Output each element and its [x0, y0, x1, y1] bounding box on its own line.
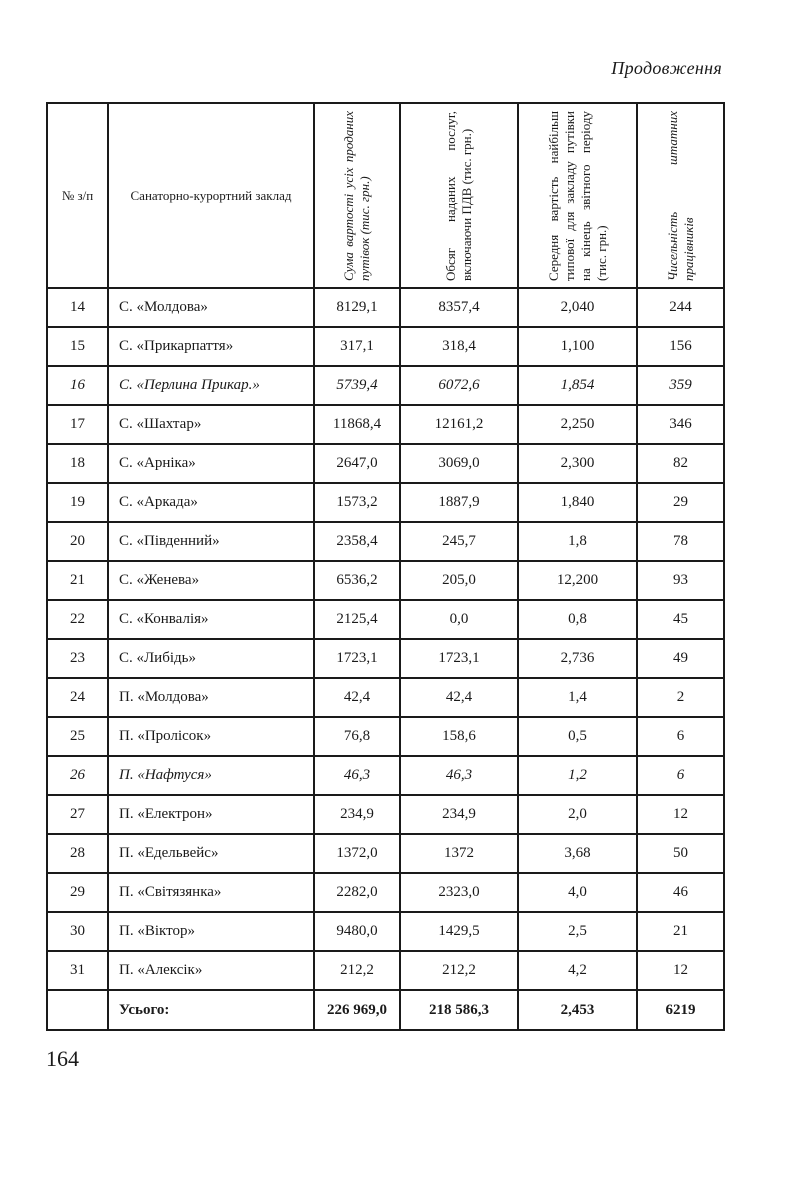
staff-cell: 46: [637, 873, 724, 912]
volume-cell: 2323,0: [400, 873, 518, 912]
total-sum: 226 969,0: [314, 990, 400, 1030]
sum-cell: 5739,4: [314, 366, 400, 405]
staff-cell: 78: [637, 522, 724, 561]
header-staff: [637, 103, 724, 288]
sanatorium-name: П. «Нафтуся»: [108, 756, 314, 795]
sanatorium-name: П. «Електрон»: [108, 795, 314, 834]
volume-cell: 3069,0: [400, 444, 518, 483]
sum-cell: 6536,2: [314, 561, 400, 600]
table-row: [47, 483, 724, 522]
staff-cell: 6: [637, 756, 724, 795]
table-row: [47, 327, 724, 366]
sanatorium-name: П. «Світязянка»: [108, 873, 314, 912]
sanatorium-name: С. «Женева»: [108, 561, 314, 600]
total-row: [47, 990, 724, 1030]
avg-cell: 4,0: [518, 873, 637, 912]
volume-cell: 212,2: [400, 951, 518, 990]
table-row: [47, 561, 724, 600]
sum-cell: 2358,4: [314, 522, 400, 561]
table-row: [47, 951, 724, 990]
table-row: [47, 756, 724, 795]
sanatorium-name: С. «Південний»: [108, 522, 314, 561]
sum-cell: 1372,0: [314, 834, 400, 873]
avg-cell: 4,2: [518, 951, 637, 990]
sum-cell: 212,2: [314, 951, 400, 990]
sum-cell: 317,1: [314, 327, 400, 366]
header-avg-text: Середня вартість найбільш типової для закладу путівки на кінець звітного періоду (тис. грн.): [545, 110, 609, 281]
volume-cell: 318,4: [400, 327, 518, 366]
avg-cell: 2,250: [518, 405, 637, 444]
avg-cell: 2,040: [518, 288, 637, 327]
volume-cell: 46,3: [400, 756, 518, 795]
header-volume-text: Обсяг наданих послуг, включаючи ПДВ (тис. грн.): [443, 110, 474, 281]
table-row: [47, 678, 724, 717]
table-row: [47, 873, 724, 912]
staff-cell: 2: [637, 678, 724, 717]
avg-cell: 1,854: [518, 366, 637, 405]
row-number: 17: [47, 405, 108, 444]
volume-cell: 205,0: [400, 561, 518, 600]
header-staff-text: Чисельність штатних працівників: [664, 110, 696, 281]
row-number: 21: [47, 561, 108, 600]
avg-cell: 2,5: [518, 912, 637, 951]
sanatorium-name: П. «Молдова»: [108, 678, 314, 717]
table-row: [47, 288, 724, 327]
volume-cell: 12161,2: [400, 405, 518, 444]
staff-cell: 21: [637, 912, 724, 951]
avg-cell: 12,200: [518, 561, 637, 600]
avg-cell: 3,68: [518, 834, 637, 873]
table-row: [47, 600, 724, 639]
avg-cell: 0,8: [518, 600, 637, 639]
header-volume: [400, 103, 518, 288]
staff-cell: 346: [637, 405, 724, 444]
volume-cell: 1372: [400, 834, 518, 873]
avg-cell: 1,2: [518, 756, 637, 795]
row-number: 16: [47, 366, 108, 405]
sanatorium-name: П. «Едельвейс»: [108, 834, 314, 873]
row-number: 23: [47, 639, 108, 678]
staff-cell: 156: [637, 327, 724, 366]
total-label: Усього:: [108, 990, 314, 1030]
row-number: 26: [47, 756, 108, 795]
sum-cell: 11868,4: [314, 405, 400, 444]
staff-cell: 93: [637, 561, 724, 600]
sanatorium-name: С. «Аркада»: [108, 483, 314, 522]
table-row: [47, 912, 724, 951]
sanatorium-name: С. «Шахтар»: [108, 405, 314, 444]
sum-cell: 76,8: [314, 717, 400, 756]
row-number: 24: [47, 678, 108, 717]
table-row: [47, 795, 724, 834]
row-number: 30: [47, 912, 108, 951]
sanatorium-name: С. «Либідь»: [108, 639, 314, 678]
volume-cell: 1429,5: [400, 912, 518, 951]
sum-cell: 2647,0: [314, 444, 400, 483]
staff-cell: 50: [637, 834, 724, 873]
row-number: 14: [47, 288, 108, 327]
row-number: 27: [47, 795, 108, 834]
volume-cell: 8357,4: [400, 288, 518, 327]
row-number: 20: [47, 522, 108, 561]
staff-cell: 82: [637, 444, 724, 483]
total-staff: 6219: [637, 990, 724, 1030]
volume-cell: 6072,6: [400, 366, 518, 405]
avg-cell: 1,4: [518, 678, 637, 717]
staff-cell: 12: [637, 795, 724, 834]
staff-cell: 359: [637, 366, 724, 405]
sum-cell: 2282,0: [314, 873, 400, 912]
total-number: [47, 990, 108, 1030]
avg-cell: 1,840: [518, 483, 637, 522]
volume-cell: 245,7: [400, 522, 518, 561]
sanatorium-name: С. «Арніка»: [108, 444, 314, 483]
row-number: 19: [47, 483, 108, 522]
header-sum: [314, 103, 400, 288]
volume-cell: 1723,1: [400, 639, 518, 678]
sanatorium-name: С. «Молдова»: [108, 288, 314, 327]
sum-cell: 234,9: [314, 795, 400, 834]
table-row: [47, 366, 724, 405]
header-row: [47, 103, 724, 288]
row-number: 25: [47, 717, 108, 756]
continuation-label: Продовження: [611, 58, 722, 78]
volume-cell: 234,9: [400, 795, 518, 834]
total-volume: 218 586,3: [400, 990, 518, 1030]
total-avg: 2,453: [518, 990, 637, 1030]
sum-cell: 46,3: [314, 756, 400, 795]
staff-cell: 12: [637, 951, 724, 990]
row-number: 28: [47, 834, 108, 873]
sanatorium-table: [46, 102, 725, 1031]
sanatorium-name: С. «Перлина Прикар.»: [108, 366, 314, 405]
staff-cell: 6: [637, 717, 724, 756]
avg-cell: 2,736: [518, 639, 637, 678]
staff-cell: 29: [637, 483, 724, 522]
table-row: [47, 717, 724, 756]
volume-cell: 42,4: [400, 678, 518, 717]
sum-cell: 1723,1: [314, 639, 400, 678]
staff-cell: 45: [637, 600, 724, 639]
row-number: 29: [47, 873, 108, 912]
staff-cell: 244: [637, 288, 724, 327]
sanatorium-name: П. «Віктор»: [108, 912, 314, 951]
sanatorium-name: С. «Конвалія»: [108, 600, 314, 639]
header-sum-text: Сума вартості усіх проданих путівок (тис. грн.): [341, 110, 372, 281]
staff-cell: 49: [637, 639, 724, 678]
row-number: 31: [47, 951, 108, 990]
header-number: № з/п: [47, 103, 108, 288]
volume-cell: 0,0: [400, 600, 518, 639]
sanatorium-name: П. «Пролісок»: [108, 717, 314, 756]
sum-cell: 42,4: [314, 678, 400, 717]
sanatorium-name: С. «Прикарпаття»: [108, 327, 314, 366]
table-row: [47, 444, 724, 483]
row-number: 18: [47, 444, 108, 483]
sum-cell: 8129,1: [314, 288, 400, 327]
header-name: Санаторно-курортний заклад: [108, 103, 314, 288]
avg-cell: 2,300: [518, 444, 637, 483]
avg-cell: 2,0: [518, 795, 637, 834]
sum-cell: 2125,4: [314, 600, 400, 639]
table-row: [47, 405, 724, 444]
row-number: 22: [47, 600, 108, 639]
page-number: 164: [46, 1046, 79, 1071]
table-row: [47, 522, 724, 561]
sanatorium-name: П. «Алексік»: [108, 951, 314, 990]
volume-cell: 158,6: [400, 717, 518, 756]
avg-cell: 1,8: [518, 522, 637, 561]
row-number: 15: [47, 327, 108, 366]
volume-cell: 1887,9: [400, 483, 518, 522]
table-row: [47, 834, 724, 873]
table-row: [47, 639, 724, 678]
avg-cell: 0,5: [518, 717, 637, 756]
sum-cell: 9480,0: [314, 912, 400, 951]
sum-cell: 1573,2: [314, 483, 400, 522]
avg-cell: 1,100: [518, 327, 637, 366]
header-avg: [518, 103, 637, 288]
